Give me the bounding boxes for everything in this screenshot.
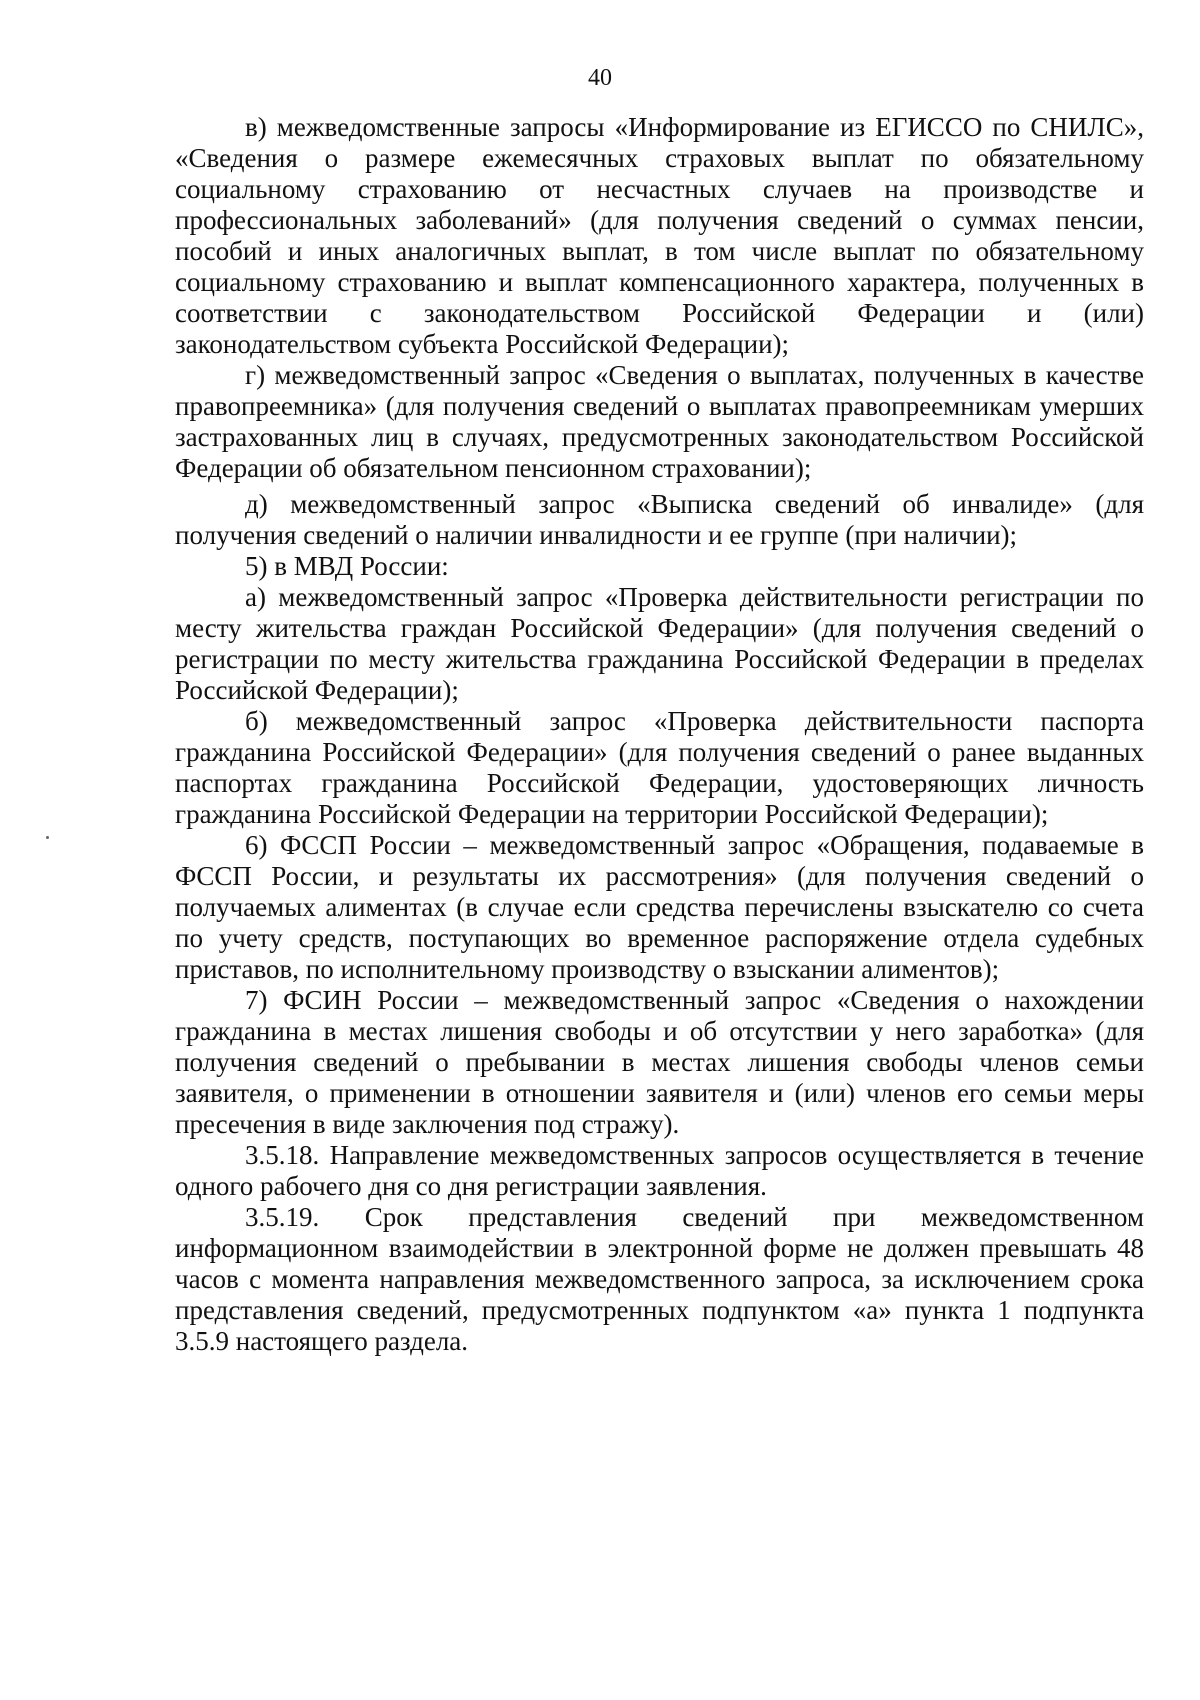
paragraph-3-5-18: 3.5.18. Направление межведомственных запросов осуществляется в течение одного рабочего дня со дня регистрации заявления. [175,1140,1144,1201]
paragraph-item-6-fssp: 6) ФССП России – межведомственный запрос «Обращения, подаваемые в ФССП России, и результаты их рассмотрения» (для получения сведений о получаемых алиментах (в случае если средства перечислены взыскателю со счета по учету средств, поступающих во временное распоряжение отдела судебных приставов, по исполнительному производству о взыскании алиментов); [175,830,1144,984]
paragraph-item-7-fsin: 7) ФСИН России – межведомственный запрос «Сведения о нахождении гражданина в местах лишения свободы и об отсутствии у него заработка» (для получения сведений о пребывании в местах лишения свободы членов семьи заявителя, о применении в отношении заявителя и (или) членов его семьи меры пресечения в виде заключения под стражу). [175,985,1144,1139]
paragraph-item-g: г) межведомственный запрос «Сведения о выплатах, полученных в качестве правопреемника» (для получения сведений о выплатах правопреемникам умерших застрахованных лиц в случаях, предусмотренных законодательством Российской Федерации об обязательном пенсионном страховании); [175,360,1144,483]
paragraph-item-5-mvd: 5) в МВД России: [245,551,449,581]
scan-speck [46,836,49,839]
paragraph-item-d: д) межведомственный запрос «Выписка сведений об инвалиде» (для получения сведений о наличии инвалидности и ее группе (при наличии); [175,489,1144,550]
paragraph-item-v: в) межведомственные запросы «Информирование из ЕГИССО по СНИЛС», «Сведения о размере ежемесячных страховых выплат по обязательному социальному страхованию от несчастных случаев на производстве и профессиональных заболеваний» (для получения сведений о суммах пенсии, пособий и иных аналогичных выплат, в том числе выплат по обязательному социальному страхованию и выплат компенсационного характера, полученных в соответствии с законодательством Российской Федерации и (или) законодательством субъекта Российской Федерации); [175,112,1144,359]
paragraph-item-b: б) межведомственный запрос «Проверка действительности паспорта гражданина Российской Федерации» (для получения сведений о ранее выданных паспортах гражданина Российской Федерации, удостоверяющих личность гражданина Российской Федерации на территории Российской Федерации); [175,706,1144,829]
paragraph-item-a: а) межведомственный запрос «Проверка действительности регистрации по месту жительства граждан Российской Федерации» (для получения сведений о регистрации по месту жительства гражданина Российской Федерации в пределах Российской Федерации); [175,582,1144,705]
document-body [175,112,1144,1357]
page-number: 40 [588,65,612,91]
paragraph-3-5-19: 3.5.19. Срок представления сведений при межведомственном информационном взаимодействии в электронной форме не должен превышать 48 часов с момента направления межведомственного запроса, за исключением срока представления сведений, предусмотренных подпунктом «а» пункта 1 подпункта 3.5.9 настоящего раздела. [175,1202,1144,1356]
